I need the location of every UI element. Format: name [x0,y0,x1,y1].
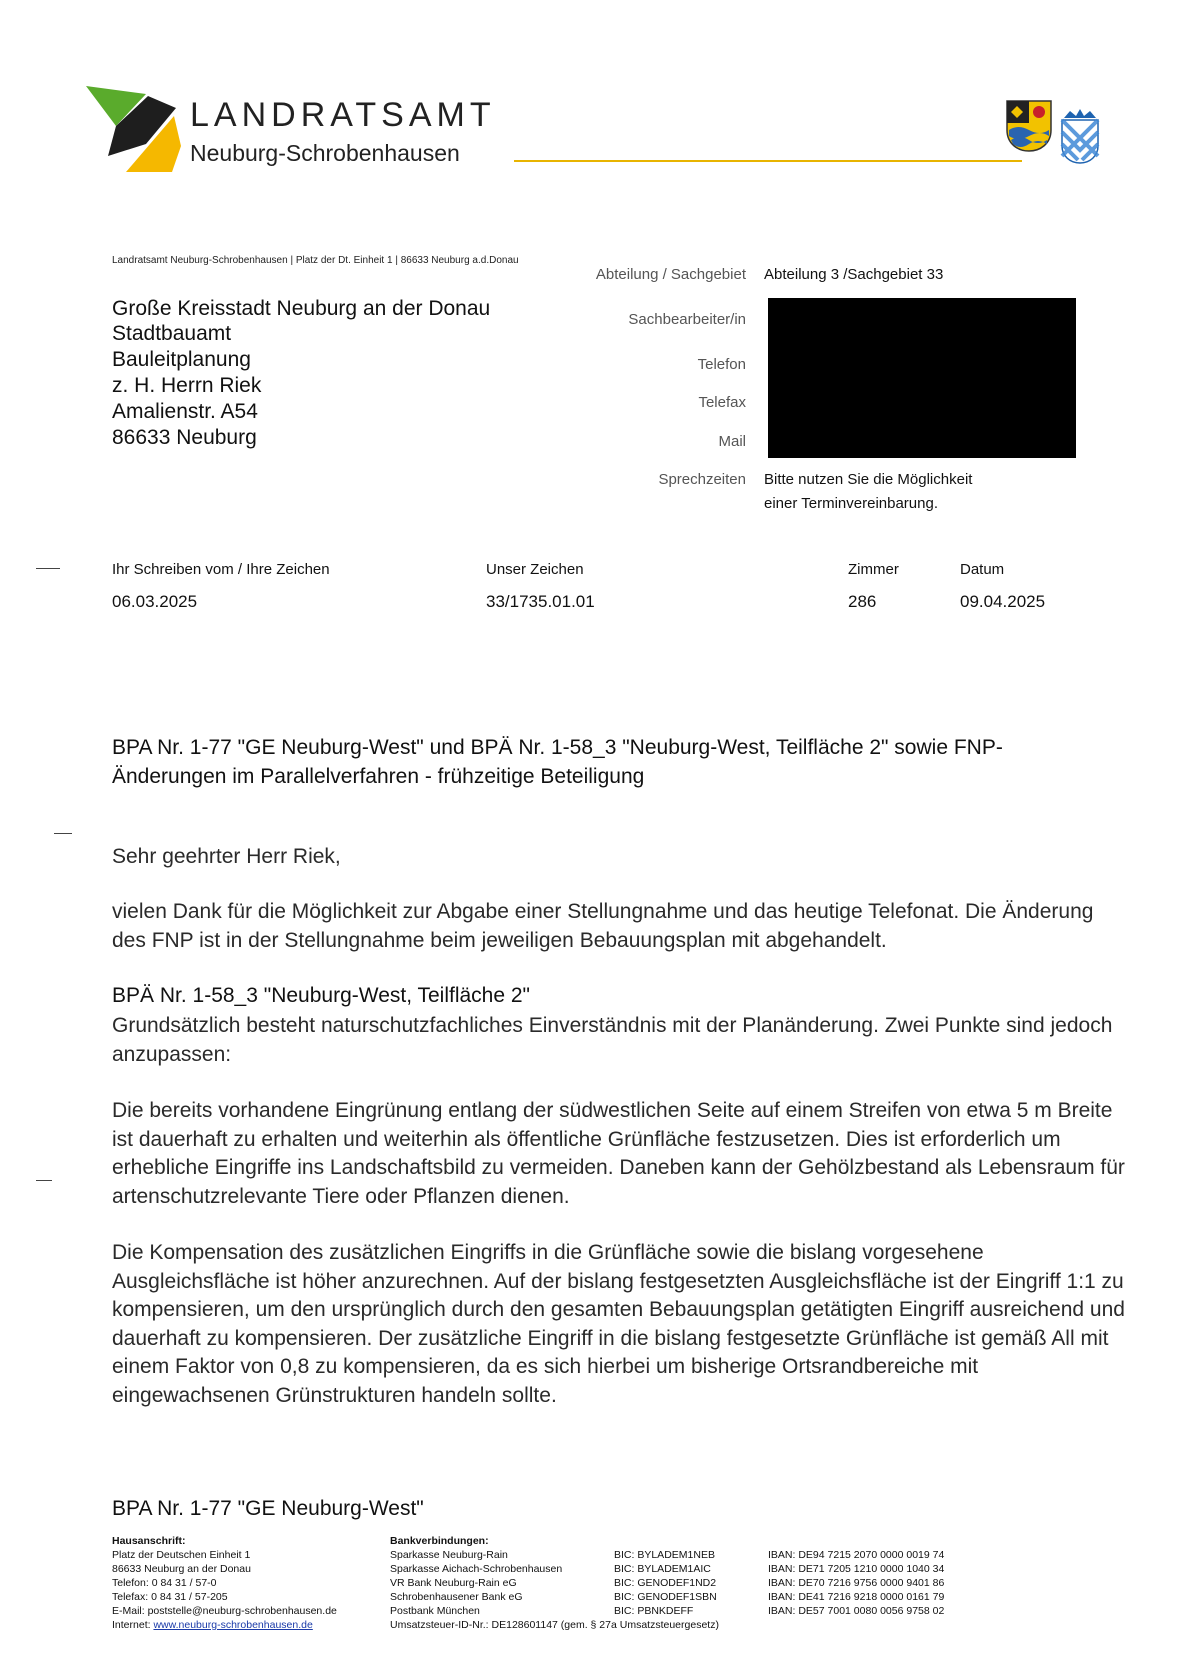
footer-iban: IBAN: DE57 7001 0080 0056 9758 02 [768,1605,945,1617]
logo-title: LANDRATSAMT [190,96,496,134]
footer-address [112,1534,337,1632]
fold-mark [36,568,60,569]
your-letter-label: Ihr Schreiben vom / Ihre Zeichen [112,561,330,578]
footer-iban: IBAN: DE41 7216 9218 0000 0161 79 [768,1591,945,1603]
footer-iban: IBAN: DE71 7205 1210 0000 1040 34 [768,1563,945,1575]
recipient-line-2: Stadtbauamt [112,322,232,345]
salutation: Sehr geehrter Herr Riek, [112,845,341,868]
office-hours-line-2: einer Terminvereinbarung. [764,495,938,512]
footer-bank-name: Sparkasse Aichach-Schrobenhausen [390,1563,563,1575]
our-reference-value: 33/1735.01.01 [486,592,595,611]
office-hours-label: Sprechzeiten [658,471,746,488]
bavaria-crest-icon [1060,108,1100,164]
footer-address-title: Hausanschrift: [112,1535,186,1547]
footer-bic: BIC: BYLADEM1AIC [614,1563,711,1575]
footer-bank-name: Postbank München [390,1605,480,1617]
section1-paragraph-3: Die Kompensation des zusätzlichen Eingriffs in die Grünfläche sowie die bislang vorgesehene Ausgleichsfläche ist höher anzurechnen. Auf der bislang festgesetzten Ausgleichsfläche ist der Eingriff 1:1 zu kompensieren, um den ursprünglich durch den gesamten Bebauungsplan getätigten Eingriff ausreichend und dauerhaft zu kompensieren. Der zusätzliche Eingriff in die bislang festgesetzte Grünfläche ist gemäß All mit einem Faktor von 0,8 zu kompensieren, da es sich hierbei um bisherige Ortsrandbereiche mit eingewachsenen Grünstrukturen handeln sollte. [112,1241,1125,1407]
date-label: Datum [960,561,1005,578]
fax-label: Telefax [698,394,746,411]
date-value: 09.04.2025 [960,592,1046,611]
footer-bic: BIC: PBNKDEFF [614,1605,694,1617]
return-address: Landratsamt Neuburg-Schrobenhausen | Platz der Dt. Einheit 1 | 86633 Neuburg a.d.Donau [112,255,519,266]
recipient-line-1: Große Kreisstadt Neuburg an der Donau [112,297,491,320]
footer-website-link[interactable]: www.neuburg-schrobenhausen.de [153,1619,313,1631]
redacted-contact-details [768,298,1076,458]
footer-bic: BIC: GENODEF1SBN [614,1591,717,1603]
footer-address-line: Platz der Deutschen Einheit 1 [112,1549,251,1561]
footer-vat-id: Umsatzsteuer-ID-Nr.: DE128601147 (gem. § 27a Umsatzsteuergesetz) [390,1619,719,1631]
letter-subject: BPA Nr. 1-77 "GE Neuburg-West" und BPÄ Nr. 1-58_3 "Neuburg-West, Teilfläche 2" sowie FNP-Änderungen im Parallelverfahren - frühzeitige Beteiligung [112,736,1003,788]
fold-mark [54,833,72,834]
footer-bank-name: VR Bank Neuburg-Rain eG [390,1577,517,1589]
district-crest-icon [1006,100,1052,152]
footer-phone: Telefon: 0 84 31 / 57-0 [112,1577,217,1589]
footer-address-line: 86633 Neuburg an der Donau [112,1563,251,1575]
section1-paragraph-1: Grundsätzlich besteht naturschutzfachliches Einverständnis mit der Planänderung. Zwei Punkte sind jedoch anzupassen: [112,1014,1113,1066]
footer-bank-title: Bankverbindungen: [390,1535,489,1547]
footer-iban: IBAN: DE70 7216 9756 0000 9401 86 [768,1577,945,1589]
footer-iban: IBAN: DE94 7215 2070 0000 0019 74 [768,1549,945,1561]
mail-label: Mail [718,433,746,450]
recipient-line-3: Bauleitplanung [112,348,251,371]
room-value: 286 [848,592,877,611]
footer-internet-label: Internet: [112,1619,151,1631]
footer-bic: BIC: BYLADEM1NEB [614,1549,715,1561]
section-heading-bpa-1-77: BPA Nr. 1-77 "GE Neuburg-West" [112,1497,424,1520]
fold-mark [36,1180,52,1181]
header-rule [514,160,1022,162]
section-heading-bpae-1-58-3: BPÄ Nr. 1-58_3 "Neuburg-West, Teilfläche 2" [112,984,531,1007]
recipient-line-6: 86633 Neuburg [112,426,257,449]
footer-bic: BIC: GENODEF1ND2 [614,1577,717,1589]
office-hours-line-1: Bitte nutzen Sie die Möglichkeit [764,471,973,488]
recipient-line-5: Amalienstr. A54 [112,400,258,423]
our-reference-label: Unser Zeichen [486,561,584,578]
room-label: Zimmer [848,561,899,578]
phone-label: Telefon [697,356,746,373]
your-letter-value: 06.03.2025 [112,592,198,611]
footer-email: E-Mail: poststelle@neuburg-schrobenhausen.de [112,1605,337,1617]
footer-bics [614,1548,717,1618]
department-value: Abteilung 3 /Sachgebiet 33 [764,266,944,283]
logo-subtitle: Neuburg-Schrobenhausen [190,140,460,166]
footer-bank-name: Schrobenhausener Bank eG [390,1591,523,1603]
footer-bank-name: Sparkasse Neuburg-Rain [390,1549,508,1561]
landratsamt-logo-mark [86,86,181,172]
department-label: Abteilung / Sachgebiet [595,266,746,283]
clerk-label: Sachbearbeiter/in [628,311,746,328]
recipient-line-4: z. H. Herrn Riek [112,374,262,397]
intro-paragraph: vielen Dank für die Möglichkeit zur Abgabe einer Stellungnahme und das heutige Telefonat. Die Änderung des FNP ist in der Stellungnahme beim jeweiligen Bebauungsplan mit abgehandelt. [112,900,1094,952]
section1-paragraph-2: Die bereits vorhandene Eingrünung entlang der südwestlichen Seite auf einem Streifen von etwa 5 m Breite ist dauerhaft zu erhalten und weiterhin als öffentliche Grünfläche festzusetzen. Dies ist erforderlich um erhebliche Eingriffe ins Landschaftsbild zu vermeiden. Daneben kann der Gehölzbestand als Lebensraum für artenschutzrelevante Tiere oder Pflanzen dienen. [112,1099,1125,1208]
footer-fax: Telefax: 0 84 31 / 57-205 [112,1591,228,1603]
footer-ibans [768,1548,944,1618]
